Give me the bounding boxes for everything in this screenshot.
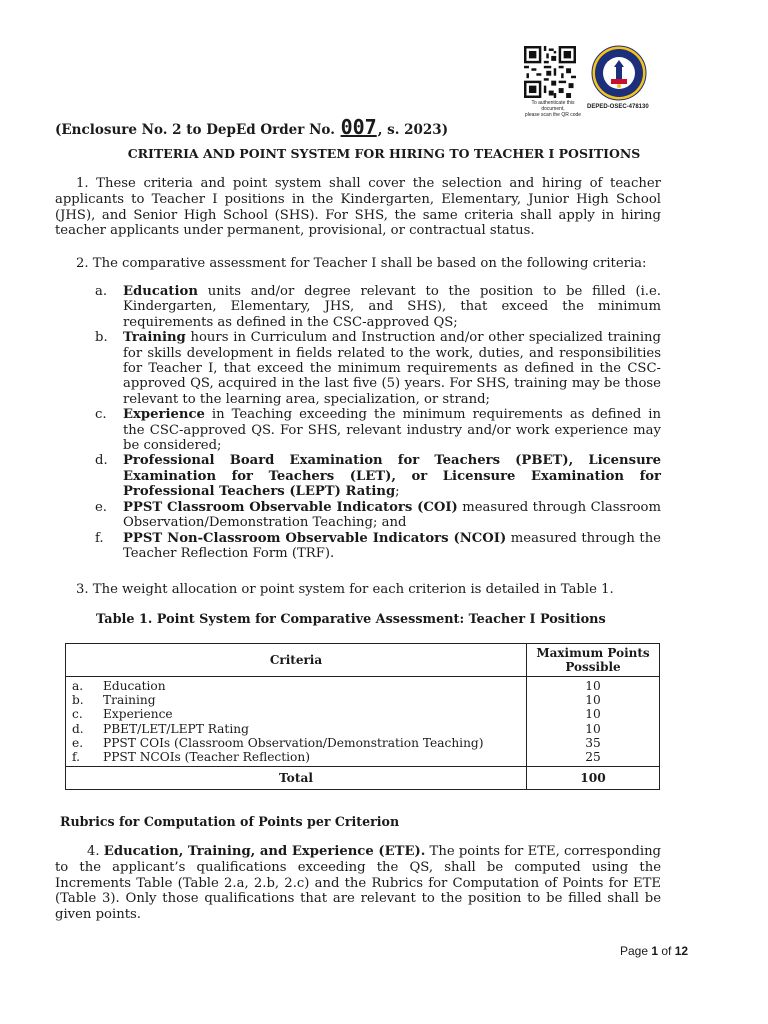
- paragraph-4-bold: Education, Training, and Experience (ETE).: [103, 844, 426, 859]
- list-item: [95, 407, 661, 453]
- list-item-bold: Education: [123, 284, 198, 299]
- total-label: Total: [66, 767, 527, 790]
- page-title: CRITERIA AND POINT SYSTEM FOR HIRING TO TEACHER I POSITIONS: [127, 146, 641, 161]
- row-letter: d.: [72, 721, 84, 736]
- list-marker: d.: [95, 453, 108, 469]
- row-criterion: PPST NCOIs (Teacher Reflection): [103, 750, 310, 765]
- list-marker: f.: [95, 530, 104, 546]
- page-number: [620, 944, 688, 958]
- authentication-note: [521, 100, 585, 118]
- enclosure-suffix: , s. 2023): [377, 122, 449, 138]
- enclosure-line: [55, 115, 448, 139]
- list-marker: b.: [95, 330, 108, 346]
- total-value: 100: [527, 767, 660, 790]
- list-item-bold: Training: [123, 330, 186, 346]
- list-item: [95, 330, 661, 407]
- row-letter: f.: [72, 750, 80, 765]
- row-criterion: Experience: [103, 707, 173, 722]
- header-criteria: Criteria: [66, 644, 527, 677]
- auth-note-line1: To authenticate this document,: [531, 100, 575, 112]
- row-criterion: Education: [103, 679, 166, 693]
- table-row: [72, 707, 520, 721]
- paragraph-1: 1. These criteria and point system shall cover the selection and hiring of teacher applicants to Teacher I positions in the Kindergarten, Elementary, Junior High School (JHS), and Senior High School (SHS). For SHS, the same criteria shall apply in hiring teacher applicants under permanent, provisional, or contractual status.: [55, 176, 661, 239]
- points-table: [65, 643, 660, 790]
- list-item-text: in Teaching exceeding the minimum requirements as defined in the CSC-approved QS. For SHS, relevant industry and/or work experience may be considered;: [123, 407, 661, 454]
- paragraph-2: 2. The comparative assessment for Teacher I shall be based on the following criteria:: [76, 256, 647, 271]
- list-item-text: hours in Curriculum and Instruction and/or other specialized training for skills development in fields related to the work, duties, and responsibilities for Teacher I, that exceed the minimum requirements as defined in the CSC-approved QS, acquired in the last five (5) years. For SHS, training may be those relevant to the learning area, specialization, or strand;: [123, 330, 661, 407]
- list-item-bold: Experience: [123, 407, 205, 423]
- auth-note-line2: please scan the QR code: [524, 112, 582, 118]
- page-prefix: Page: [620, 944, 652, 958]
- paragraph-4-text: The points for ETE, corresponding to the applicant’s qualifications exceeding the QS, shall be computed using the Increments Table (Table 2.a, 2.b, 2.c) and the Rubrics for Computation of Points for ETE (Table 3). Only those qualifications that are relevant to the position to be filled shall be given points.: [55, 844, 661, 923]
- row-criterion: PPST COIs (Classroom Observation/Demonstration Teaching): [103, 735, 484, 750]
- row-letter: b.: [72, 693, 84, 708]
- table-row: [72, 750, 520, 764]
- list-item-bold: PPST Classroom Observable Indicators (COI): [123, 499, 458, 515]
- row-points: 10: [585, 693, 601, 708]
- row-letter: e.: [72, 735, 84, 750]
- row-criterion: Training: [103, 693, 156, 708]
- list-item: [95, 453, 661, 499]
- paragraph-4: [55, 844, 661, 923]
- row-points: 10: [585, 721, 601, 736]
- row-letter: a.: [72, 679, 84, 693]
- list-item-text: units and/or degree relevant to the position to be filled (i.e. Kindergarten, Elementary, JHS, and SHS), that exceed the minimum requirements as defined in the CSC-approved QS;: [123, 284, 661, 330]
- row-points: 35: [585, 735, 601, 750]
- paragraph-4-number: 4.: [87, 844, 104, 859]
- page-total: 12: [674, 944, 689, 958]
- enclosure-prefix: (Enclosure No. 2 to DepEd Order No.: [55, 122, 340, 138]
- table-header-row: [66, 644, 660, 677]
- page-current: 1: [651, 944, 659, 958]
- criteria-list: [95, 284, 661, 561]
- row-letter: c.: [72, 707, 83, 722]
- max-points-cell: [527, 677, 660, 767]
- list-item-bold: Professional Board Examination for Teachers (PBET), Licensure Examination for Teachers (LET), or Licensure Examination for Professional Teachers (LEPT) Rating: [123, 453, 661, 500]
- list-item: [95, 284, 661, 330]
- table-row: [72, 679, 520, 693]
- row-points: 25: [585, 750, 601, 765]
- list-item-text: measured through Classroom Observation/Demonstration Teaching; and: [123, 499, 661, 531]
- table-row: [72, 736, 520, 750]
- row-points: 10: [585, 707, 601, 722]
- deped-seal-icon: [591, 45, 647, 101]
- row-criterion: PBET/LET/LEPT Rating: [103, 721, 249, 736]
- table-row: [72, 722, 520, 736]
- paragraph-3: 3. The weight allocation or point system for each criterion is detailed in Table 1.: [76, 582, 614, 597]
- rubrics-heading: Rubrics for Computation of Points per Criterion: [60, 814, 400, 829]
- table-total-row: [66, 767, 660, 790]
- page-middle: of: [658, 944, 675, 958]
- list-item-text: ;: [395, 484, 400, 500]
- header-max-points: Maximum Points Possible: [527, 644, 660, 677]
- table-body-row: [66, 677, 660, 767]
- list-marker: c.: [95, 407, 107, 423]
- criteria-cell: [66, 677, 527, 767]
- list-item-bold: PPST Non-Classroom Observable Indicators (NCOI): [123, 530, 507, 546]
- list-item-text: measured through the Teacher Reflection Form (TRF).: [123, 530, 661, 561]
- qr-code-icon: [524, 46, 576, 98]
- row-points: 10: [585, 679, 601, 693]
- order-number: 007: [340, 115, 377, 139]
- document-code: DEPED-OSEC-478130: [587, 104, 649, 110]
- table-row: [72, 693, 520, 707]
- list-item: [95, 531, 661, 562]
- list-item: [95, 500, 661, 531]
- table-caption: Table 1. Point System for Comparative Assessment: Teacher I Positions: [96, 612, 606, 627]
- list-marker: a.: [95, 284, 108, 299]
- list-marker: e.: [95, 499, 107, 515]
